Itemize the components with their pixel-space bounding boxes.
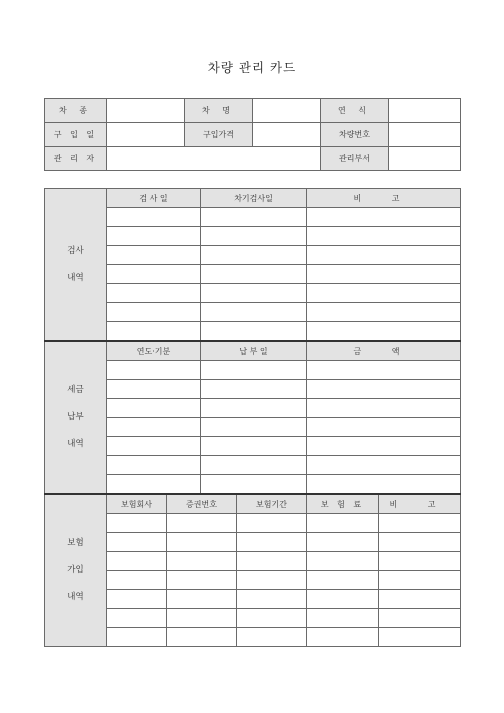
page-title: 차량 관리 카드 xyxy=(207,60,297,75)
history-table xyxy=(44,188,461,647)
purchase-price-field[interactable] xyxy=(253,123,321,147)
inspection-date-header: 검 사 일 xyxy=(107,189,201,208)
manager-label: 관 리 자 xyxy=(45,147,107,171)
vehicle-number-field[interactable] xyxy=(389,123,461,147)
vehicle-number-label: 차량번호 xyxy=(321,123,389,147)
tax-label-line-2: 납부 xyxy=(67,412,84,422)
insurance-label-line-2: 가입 xyxy=(67,565,84,575)
table-row xyxy=(45,514,461,533)
tax-section-label xyxy=(45,341,107,494)
table-row xyxy=(45,380,461,399)
insurer-header: 보험회사 xyxy=(107,494,167,514)
table-row xyxy=(45,265,461,284)
tax-period-header: 연도·기분 xyxy=(107,341,201,361)
department-field[interactable] xyxy=(389,147,461,171)
table-row xyxy=(45,322,461,342)
policy-number-header: 증권번호 xyxy=(167,494,237,514)
table-row xyxy=(45,361,461,380)
inspection-section-label xyxy=(45,189,107,342)
purchase-price-label: 구입가격 xyxy=(185,123,253,147)
inspection-note-header: 비 고 xyxy=(307,189,461,208)
tax-label-line-1: 세금 xyxy=(67,385,84,395)
amount-header: 금 액 xyxy=(307,341,461,361)
car-type-label: 차 종 xyxy=(45,99,107,123)
table-row xyxy=(45,303,461,322)
table-row xyxy=(45,208,461,227)
car-name-label: 차 명 xyxy=(185,99,253,123)
model-year-label: 연 식 xyxy=(321,99,389,123)
insurance-note-header: 비 고 xyxy=(379,494,461,514)
insurance-label-line-1: 보험 xyxy=(67,538,84,548)
car-name-field[interactable] xyxy=(253,99,321,123)
tax-label-line-3: 내역 xyxy=(67,439,84,449)
model-year-field[interactable] xyxy=(389,99,461,123)
table-row xyxy=(45,590,461,609)
table-row xyxy=(45,246,461,265)
table-row xyxy=(45,399,461,418)
department-label: 관리부서 xyxy=(321,147,389,171)
table-row xyxy=(45,437,461,456)
table-row xyxy=(45,533,461,552)
table-row xyxy=(45,418,461,437)
table-row xyxy=(45,571,461,590)
insurance-period-header: 보험기간 xyxy=(237,494,307,514)
table-row xyxy=(45,552,461,571)
table-row xyxy=(45,628,461,647)
insurance-section-label xyxy=(45,494,107,647)
premium-header: 보 험 료 xyxy=(307,494,379,514)
inspection-label-line-1: 검사 xyxy=(67,245,84,256)
manager-field[interactable] xyxy=(107,147,321,171)
table-row xyxy=(45,609,461,628)
table-row xyxy=(45,456,461,475)
insurance-label-line-3: 내역 xyxy=(67,592,84,602)
inspection-label-line-2: 내역 xyxy=(67,272,84,283)
purchase-date-field[interactable] xyxy=(107,123,185,147)
purchase-date-label: 구 입 일 xyxy=(45,123,107,147)
car-type-field[interactable] xyxy=(107,99,185,123)
vehicle-info-table xyxy=(44,98,461,171)
payment-date-header: 납 부 일 xyxy=(201,341,307,361)
next-inspection-header: 차기검사일 xyxy=(201,189,307,208)
table-row xyxy=(45,475,461,495)
table-row xyxy=(45,227,461,246)
table-row xyxy=(45,284,461,303)
